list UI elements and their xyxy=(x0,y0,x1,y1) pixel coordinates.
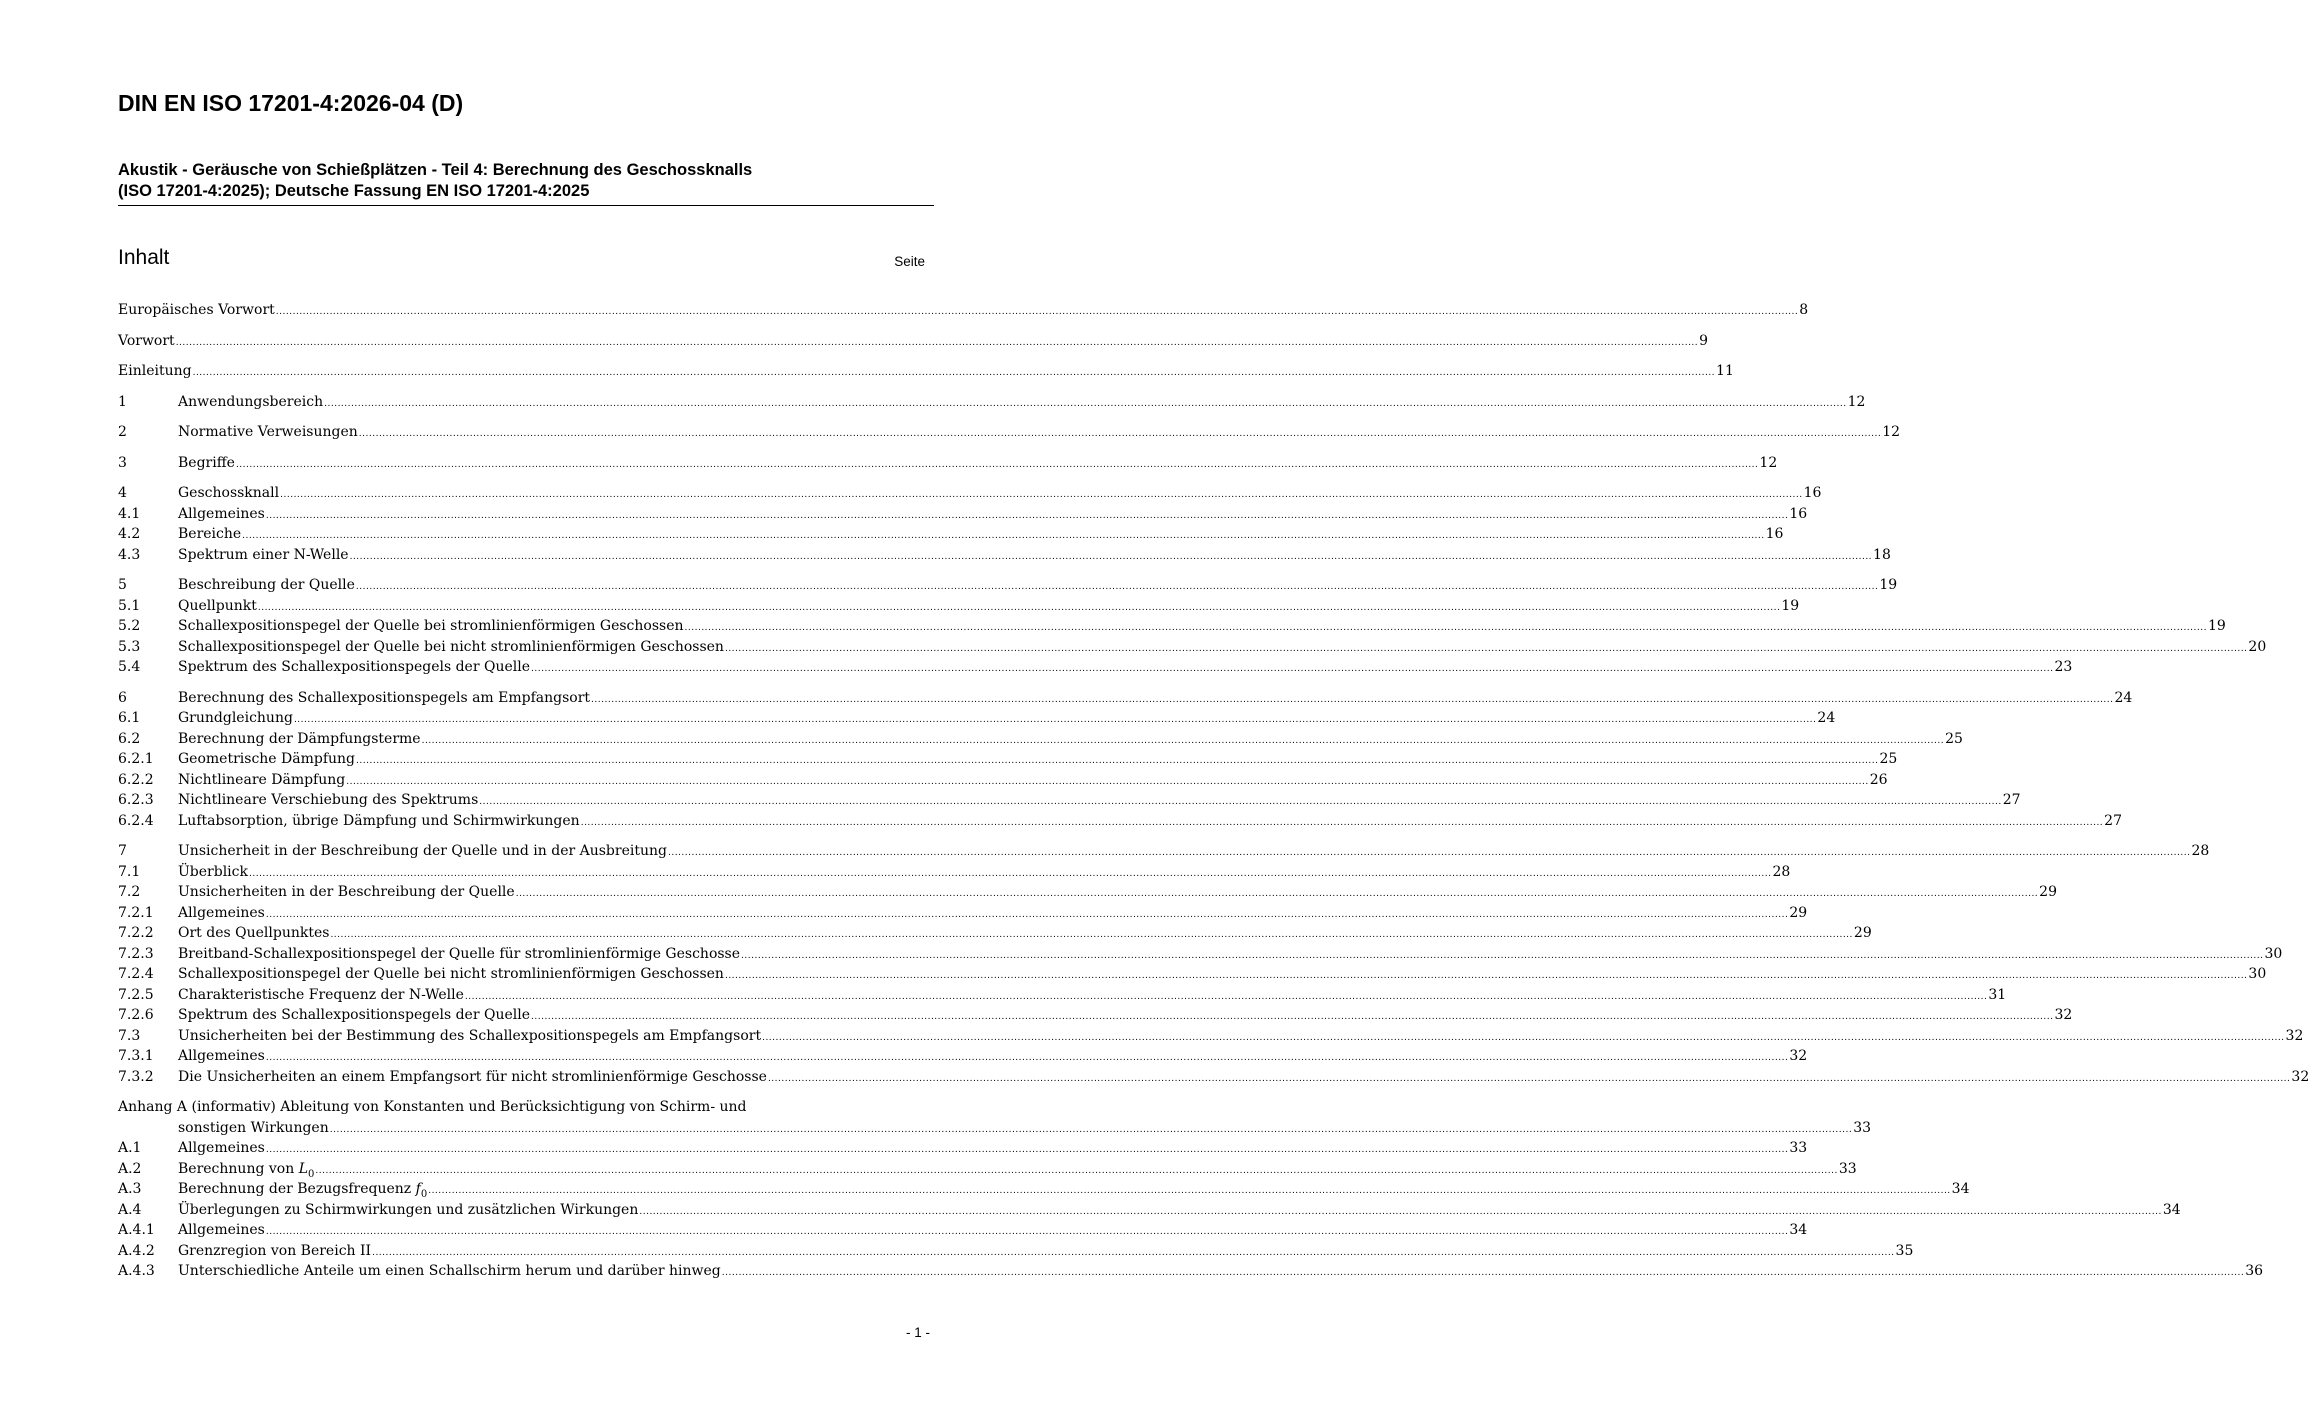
toc-entry-page: 24 xyxy=(2114,689,2133,706)
toc-entry-number: 7.1 xyxy=(118,863,141,880)
toc-leader-dots xyxy=(422,731,1944,752)
toc-entry[interactable] xyxy=(118,1118,1872,1139)
toc-entry[interactable] xyxy=(118,770,1888,791)
toc-entry-title-text: Einleitung xyxy=(118,363,192,379)
toc-entry-title-text: Allgemeines xyxy=(178,1048,265,1064)
toc-entry-title-text: Grenzregion von Bereich II xyxy=(178,1242,372,1259)
toc-entry-page: 36 xyxy=(2245,1263,2264,1279)
toc-entry-page: 30 xyxy=(2248,966,2267,982)
toc-leader-dots xyxy=(591,690,2113,711)
toc-entry-number: A.4.3 xyxy=(118,1263,155,1279)
toc-entry-page: 32 xyxy=(2054,1007,2073,1023)
toc-leader-dots xyxy=(249,864,1771,885)
toc-entry[interactable] xyxy=(118,708,1836,729)
toc-entry-page: 12 xyxy=(1847,393,1866,410)
toc-entry-number: 7.3.2 xyxy=(118,1068,154,1085)
toc-leader-dots xyxy=(668,843,2190,864)
title-divider xyxy=(118,205,934,206)
toc-entry-page: 34 xyxy=(1789,1222,1808,1238)
toc-entry-title xyxy=(178,944,740,965)
toc-leader-dots xyxy=(266,905,1788,926)
toc-entry-title xyxy=(118,300,275,321)
toc-entry-title-text: Unsicherheit in der Beschreibung der Quelle und in der Ausbreitung xyxy=(178,843,667,859)
toc-entry-page: 32 xyxy=(2285,1027,2304,1044)
toc-entry-title xyxy=(178,903,265,924)
toc-entry-title xyxy=(178,862,248,883)
toc-entry-title-continued: sonstigen Wirkungen xyxy=(178,1119,329,1136)
toc-entry-title-text: Begriffe xyxy=(178,454,235,471)
toc-entry-page: 27 xyxy=(2104,812,2122,829)
toc-entry-title xyxy=(178,422,358,443)
toc-leader-dots xyxy=(725,966,2247,987)
toc-leader-dots xyxy=(685,618,2207,639)
toc-entry-page: 33 xyxy=(1838,1160,1857,1177)
toc-entry-title xyxy=(178,1241,371,1262)
toc-entry-page: 19 xyxy=(1879,577,1898,593)
toc-entry-number: 6.2.3 xyxy=(118,792,154,808)
toc-entry-title-text: Berechnung der Dämpfungsterme xyxy=(178,730,421,747)
toc-entry-math-symbol: f xyxy=(415,1181,421,1197)
toc-entry-number: 6.2.4 xyxy=(118,812,154,829)
toc-entry[interactable] xyxy=(118,422,1901,443)
toc-leader-dots xyxy=(762,1028,2284,1049)
toc-entry[interactable] xyxy=(118,1200,2181,1221)
toc-entry-number: 7.2.5 xyxy=(118,986,154,1003)
toc-entry-number: A.4 xyxy=(118,1201,142,1218)
document-number: DIN EN ISO 17201-4:2026-04 (D) xyxy=(118,90,464,116)
toc-entry-number: 7.3.1 xyxy=(118,1048,154,1064)
toc-leader-dots xyxy=(193,363,1715,384)
toc-entry-title-text: Allgemeines xyxy=(178,1222,265,1238)
toc-entry-title-text: Geschossknall xyxy=(178,485,280,501)
toc-entry-title xyxy=(118,331,175,352)
toc-entry[interactable] xyxy=(118,790,2021,811)
toc-entry[interactable] xyxy=(118,483,1822,504)
toc-leader-dots xyxy=(242,526,1764,547)
toc-entry[interactable] xyxy=(118,1138,1808,1159)
toc-entry-number: 7.3 xyxy=(118,1027,141,1044)
toc-entry-number: 7.2.3 xyxy=(118,945,154,962)
toc-entry-title-text: Berechnung von xyxy=(178,1160,299,1177)
toc-entry[interactable] xyxy=(118,985,2007,1006)
table-of-contents xyxy=(118,300,2309,1282)
toc-entry-title xyxy=(178,882,515,903)
toc-entry-title-text: Spektrum des Schallexpositionspegels der Quelle xyxy=(178,1007,530,1023)
toc-entry[interactable] xyxy=(118,575,1898,596)
toc-entry-number: 6.1 xyxy=(118,710,141,726)
toc-entry-page: 11 xyxy=(1716,363,1734,379)
toc-entry-page: 32 xyxy=(1789,1048,1808,1064)
toc-entry-page: 28 xyxy=(1772,863,1791,880)
toc-entry-title-text: Allgemeines xyxy=(178,505,265,522)
toc-entry-title-text: Überlegungen zu Schirmwirkungen und zusätzlichen Wirkungen xyxy=(178,1201,639,1218)
toc-leader-dots xyxy=(356,577,1878,598)
toc-leader-dots xyxy=(276,302,1798,323)
toc-entry-page: 34 xyxy=(2162,1201,2181,1218)
toc-entry-page: 20 xyxy=(2248,638,2267,655)
toc-entry-number: 7.2.1 xyxy=(118,904,154,921)
toc-entry-title-text: Berechnung des Schallexpositionspegels am Empfangsort xyxy=(178,689,591,706)
toc-entry[interactable] xyxy=(118,361,1734,382)
toc-leader-dots xyxy=(356,751,1878,772)
toc-entry-title xyxy=(178,770,345,791)
toc-entry-title-text: Überblick xyxy=(178,863,248,880)
toc-entry-page: 33 xyxy=(1789,1140,1808,1156)
toc-entry-page: 24 xyxy=(1817,710,1836,726)
toc-entry-title-text: Quellpunkt xyxy=(178,597,257,614)
toc-entry-page: 29 xyxy=(1853,925,1872,941)
toc-entry[interactable] xyxy=(118,1159,1857,1180)
toc-entry-page: 32 xyxy=(2291,1068,2309,1085)
toc-entry-number: 4.2 xyxy=(118,526,141,542)
toc-entry-title-text: Anwendungsbereich xyxy=(178,393,324,410)
toc-entry-title-text: Allgemeines xyxy=(178,904,265,921)
document-title-line-2: (ISO 17201-4:2025); Deutsche Fassung EN ISO 17201-4:2025 xyxy=(118,182,590,200)
toc-entry[interactable] xyxy=(118,729,1963,750)
toc-entry-title xyxy=(178,392,323,413)
toc-entry-math-subscript: 0 xyxy=(420,1188,428,1200)
toc-entry-number: 5 xyxy=(118,577,127,593)
toc-entry[interactable] xyxy=(118,811,2122,832)
toc-leader-dots xyxy=(581,813,2103,834)
toc-entry[interactable] xyxy=(118,524,1784,545)
toc-entry-title xyxy=(178,1138,265,1159)
toc-entry-title-text: Spektrum des Schallexpositionspegels der Quelle xyxy=(178,659,530,675)
toc-entry[interactable] xyxy=(118,964,2267,985)
toc-entry-title xyxy=(178,841,667,862)
toc-entry-number: 6 xyxy=(118,689,127,706)
toc-entry-title xyxy=(178,729,421,750)
toc-entry[interactable] xyxy=(118,657,2073,678)
toc-heading: Inhalt xyxy=(118,246,170,269)
toc-entry-title xyxy=(178,708,293,729)
toc-entry-title xyxy=(178,637,724,658)
toc-entry-title-text: Unterschiedliche Anteile um einen Schallschirm herum und darüber hinweg xyxy=(178,1263,721,1279)
toc-entry[interactable] xyxy=(118,545,1891,566)
toc-leader-dots xyxy=(479,792,2001,813)
toc-entry-title-text: Unsicherheiten in der Beschreibung der Quelle xyxy=(178,884,515,900)
toc-entry-page: 31 xyxy=(1988,986,2007,1003)
toc-leader-dots xyxy=(280,485,1802,506)
toc-entry-title xyxy=(118,361,192,382)
toc-entry[interactable] xyxy=(118,504,1808,525)
toc-entry[interactable] xyxy=(118,1026,2304,1047)
document-title-line-1: Akustik - Geräusche von Schießplätzen - Teil 4: Berechnung des Geschossknalls xyxy=(118,161,753,179)
toc-entry[interactable] xyxy=(118,1179,1970,1200)
toc-entry-number: 2 xyxy=(118,424,127,440)
toc-entry-title-text: Beschreibung der Quelle xyxy=(178,577,355,593)
toc-entry-number: 7.2.6 xyxy=(118,1007,154,1023)
toc-leader-dots xyxy=(176,333,1698,354)
toc-entry-number: A.1 xyxy=(118,1140,142,1156)
toc-entry-title-text: Schallexpositionspegel der Quelle bei nicht stromlinienförmigen Geschossen xyxy=(178,638,724,655)
toc-entry[interactable] xyxy=(118,1220,1808,1241)
toc-entry-annex-title[interactable]: Anhang A (informativ) Ableitung von Konstanten und Berücksichtigung von Schirm- und xyxy=(118,1099,747,1115)
toc-leader-dots xyxy=(315,1161,1837,1182)
toc-entry-number: A.2 xyxy=(118,1160,142,1177)
toc-entry-number: 6.2.2 xyxy=(118,771,154,788)
toc-entry-title-text: Unsicherheiten bei der Bestimmung des Schallexpositionspegels am Empfangsort xyxy=(178,1027,762,1044)
toc-entry-title xyxy=(178,575,355,596)
toc-entry-number: 4.3 xyxy=(118,546,141,563)
toc-entry-number: A.3 xyxy=(118,1181,142,1197)
toc-entry-math-subscript: 0 xyxy=(307,1168,315,1180)
toc-entry-page: 35 xyxy=(1895,1242,1914,1259)
toc-leader-dots xyxy=(330,925,1852,946)
toc-leader-dots xyxy=(741,946,2263,967)
toc-entry-page: 30 xyxy=(2264,945,2283,962)
toc-entry[interactable] xyxy=(118,300,1809,321)
toc-entry-title-text: Nichtlineare Verschiebung des Spektrums xyxy=(178,792,479,808)
toc-entry[interactable] xyxy=(118,688,2133,709)
toc-entry-title xyxy=(178,1005,530,1026)
toc-entry-number: 6.2.1 xyxy=(118,751,154,767)
toc-entry-title-text: Vorwort xyxy=(118,332,175,349)
toc-leader-dots xyxy=(330,1120,1852,1141)
toc-entry-title xyxy=(178,964,724,985)
toc-entry-number: 7.2.4 xyxy=(118,966,154,982)
toc-entry-title-text: Charakteristische Frequenz der N-Welle xyxy=(178,986,464,1003)
toc-entry-title xyxy=(178,596,257,617)
toc-page-column-label: Seite xyxy=(894,254,925,269)
toc-entry-number: 5.4 xyxy=(118,659,141,675)
toc-entry[interactable] xyxy=(118,392,1866,413)
toc-entry-title xyxy=(178,1200,638,1221)
toc-entry-title-text: Europäisches Vorwort xyxy=(118,302,275,318)
toc-entry-title-text: Spektrum einer N-Welle xyxy=(178,546,349,563)
toc-entry-page: 25 xyxy=(1879,751,1898,767)
toc-entry-title-text: Ort des Quellpunktes xyxy=(178,925,330,941)
toc-entry-title-text: Normative Verweisungen xyxy=(178,424,358,440)
toc-entry-title xyxy=(178,545,349,566)
toc-entry-page: 16 xyxy=(1789,505,1808,522)
toc-entry-number: 5.2 xyxy=(118,618,141,634)
toc-leader-dots xyxy=(639,1202,2161,1223)
toc-entry-title xyxy=(178,811,580,832)
toc-entry[interactable] xyxy=(118,453,1778,474)
toc-entry-title-text: Schallexpositionspegel der Quelle bei nicht stromlinienförmigen Geschossen xyxy=(178,966,724,982)
toc-leader-dots xyxy=(359,424,1881,445)
toc-leader-dots xyxy=(516,884,2038,905)
toc-entry-title xyxy=(178,616,684,637)
toc-entry-page: 26 xyxy=(1869,771,1888,788)
toc-entry-number: 7.2 xyxy=(118,884,141,900)
toc-entry-page: 12 xyxy=(1882,424,1901,440)
toc-entry-math-symbol: L xyxy=(298,1160,308,1177)
toc-entry-title-text: Bereiche xyxy=(178,526,242,542)
toc-entry[interactable] xyxy=(118,1241,1914,1262)
toc-entry-title xyxy=(178,1026,761,1047)
toc-entry[interactable] xyxy=(118,1261,2264,1282)
toc-entry-title-text: Die Unsicherheiten an einem Empfangsort für nicht stromlinienförmige Geschosse xyxy=(178,1068,767,1085)
toc-leader-dots xyxy=(266,506,1788,527)
toc-leader-dots xyxy=(531,1007,2053,1028)
toc-entry-title xyxy=(178,657,530,678)
toc-entry-page: 28 xyxy=(2191,843,2210,859)
toc-entry-title xyxy=(178,453,235,474)
page-number: - 1 - xyxy=(905,1325,930,1340)
toc-entry-title-text: Allgemeines xyxy=(178,1140,265,1156)
toc-entry[interactable] xyxy=(118,1005,2073,1026)
toc-leader-dots xyxy=(258,598,1780,619)
toc-entry-page: 25 xyxy=(1945,730,1963,747)
toc-entry-title xyxy=(178,483,279,504)
toc-entry-page: 8 xyxy=(1799,302,1809,318)
toc-entry-page: 19 xyxy=(2207,618,2226,634)
toc-entry-number: 7.2.2 xyxy=(118,925,154,941)
toc-entry[interactable] xyxy=(118,944,2283,965)
toc-entry-page: 23 xyxy=(2054,659,2073,675)
toc-entry-page: 19 xyxy=(1781,597,1800,614)
toc-leader-dots xyxy=(725,639,2247,660)
toc-entry[interactable] xyxy=(118,923,1872,944)
toc-entry-title-text: Breitband-Schallexpositionspegel der Quelle für stromlinienförmige Geschosse xyxy=(178,945,741,962)
toc-entry-number: 7 xyxy=(118,843,127,859)
toc-entry-page: 29 xyxy=(1789,904,1808,921)
toc-entry-number: 4.1 xyxy=(118,505,141,522)
toc-entry[interactable] xyxy=(118,882,2057,903)
toc-leader-dots xyxy=(722,1263,2244,1284)
toc-entry-number: 5.1 xyxy=(118,597,141,614)
toc-entry-page: 33 xyxy=(1853,1119,1872,1136)
toc-entry-title-text: Geometrische Dämpfung xyxy=(178,751,356,767)
toc-entry[interactable] xyxy=(118,616,2226,637)
toc-entry[interactable] xyxy=(118,1067,2309,1088)
toc-leader-dots xyxy=(324,394,1846,415)
toc-leader-dots xyxy=(346,772,1868,793)
toc-entry-title xyxy=(178,790,478,811)
toc-entry-title xyxy=(178,1261,721,1282)
toc-entry[interactable] xyxy=(118,596,1800,617)
toc-entry-number: 4 xyxy=(118,485,127,501)
document-title xyxy=(118,160,934,202)
toc-entry-page: 29 xyxy=(2039,884,2057,900)
toc-leader-dots xyxy=(768,1069,2290,1090)
toc-entry-title xyxy=(178,1220,265,1241)
toc-leader-dots xyxy=(266,1222,1788,1243)
toc-entry-title-text: Berechnung der Bezugsfrequenz xyxy=(178,1181,416,1197)
toc-entry[interactable] xyxy=(118,1046,1808,1067)
toc-leader-dots xyxy=(294,710,1816,731)
toc-entry-page: 34 xyxy=(1951,1181,1970,1197)
toc-entry-title xyxy=(178,524,241,545)
toc-entry-title xyxy=(178,923,329,944)
toc-entry[interactable] xyxy=(118,841,2210,862)
toc-leader-dots xyxy=(465,987,1987,1008)
toc-entry-title-text: Nichtlineare Dämpfung xyxy=(178,771,346,788)
toc-entry-title-text: Grundgleichung xyxy=(178,710,293,726)
toc-entry-page: 12 xyxy=(1759,454,1778,471)
toc-entry[interactable] xyxy=(118,331,1709,352)
toc-leader-dots xyxy=(531,659,2053,680)
toc-entry-page: 16 xyxy=(1765,526,1784,542)
toc-entry[interactable] xyxy=(118,903,1808,924)
toc-entry-number: 5.3 xyxy=(118,638,141,655)
toc-entry[interactable] xyxy=(118,637,2267,658)
toc-entry-number: A.4.2 xyxy=(118,1242,155,1259)
toc-entry-title-text: Schallexpositionspegel der Quelle bei stromlinienförmigen Geschossen xyxy=(178,618,684,634)
toc-entry-title xyxy=(178,1046,265,1067)
toc-entry-title xyxy=(178,688,590,709)
toc-entry-number: 6.2 xyxy=(118,730,141,747)
toc-entry-number: A.4.1 xyxy=(118,1222,155,1238)
toc-entry-title xyxy=(178,985,464,1006)
toc-entry-page: 27 xyxy=(2002,792,2021,808)
toc-entry-page: 18 xyxy=(1873,546,1891,563)
toc-entry-title xyxy=(178,504,265,525)
toc-leader-dots xyxy=(350,547,1872,568)
toc-entry-title xyxy=(178,1067,767,1088)
toc-entry-title xyxy=(178,749,355,770)
toc-entry-page: 16 xyxy=(1803,485,1822,501)
toc-entry-number: 3 xyxy=(118,454,127,471)
toc-entry-title-text: Luftabsorption, übrige Dämpfung und Schirmwirkungen xyxy=(178,812,580,829)
toc-entry-page: 9 xyxy=(1699,332,1709,349)
toc-leader-dots xyxy=(236,455,1758,476)
toc-entry[interactable] xyxy=(118,862,1791,883)
toc-leader-dots xyxy=(266,1048,1788,1069)
toc-leader-dots xyxy=(372,1243,1894,1264)
toc-entry[interactable] xyxy=(118,749,1898,770)
toc-leader-dots xyxy=(266,1140,1788,1161)
toc-entry-number: 1 xyxy=(118,393,127,410)
toc-leader-dots xyxy=(428,1181,1950,1202)
